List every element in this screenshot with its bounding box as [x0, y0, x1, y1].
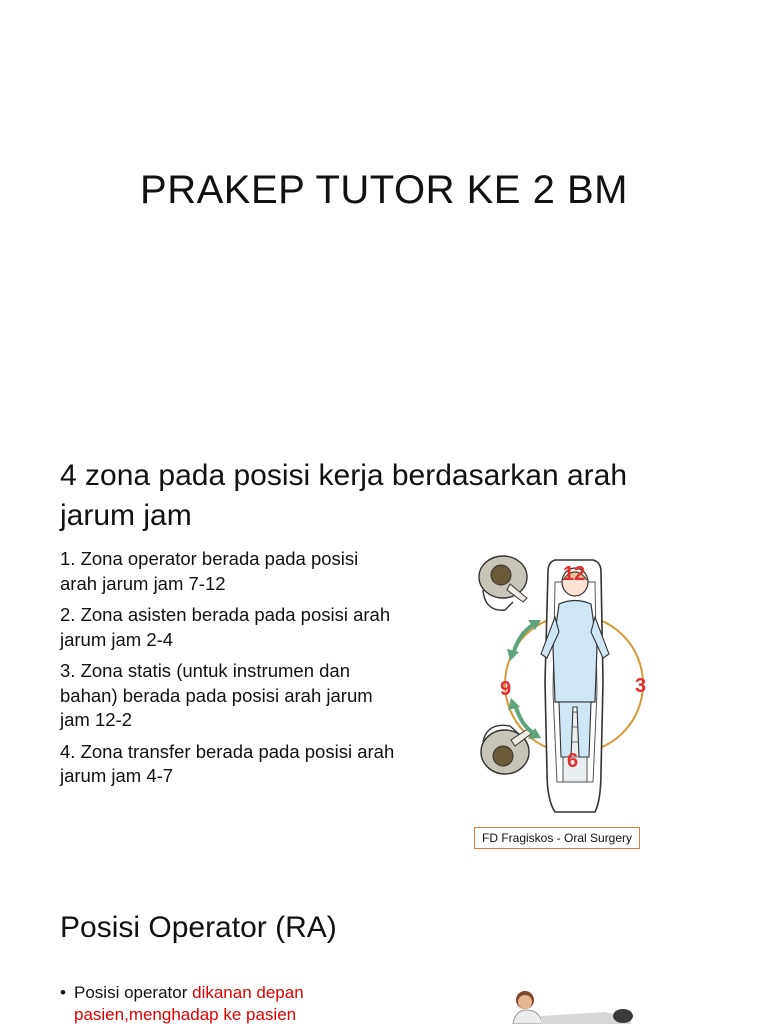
operator-photo-icon: [505, 982, 645, 1024]
zone-item-operator: 1. Zona operator berada pada posisi arah jarum jam 7-12: [60, 548, 359, 594]
clock-position-diagram: [455, 542, 670, 827]
figure-caption: FD Fragiskos - Oral Surgery: [474, 827, 640, 849]
slide-heading: 4 zona pada posisi kerja berdasarkan arah jarum jam: [60, 459, 628, 532]
assistant-icon: [481, 725, 531, 774]
bullet-operator-position: [60, 982, 360, 1026]
clock-label-9: 9: [500, 678, 512, 700]
title-slide: [0, 0, 768, 432]
zone-list: [60, 547, 400, 796]
bullet-text: Posisi operator: [74, 983, 193, 1002]
zones-slide: [0, 432, 768, 864]
bullet-dot-icon: •: [60, 983, 66, 1002]
clock-label-12: 12: [563, 563, 586, 585]
bullet-highlight-2: pasien,menghadap ke pasien: [74, 1005, 297, 1024]
bullet-highlight-1: dikanan depan: [192, 983, 304, 1002]
zone-item-transfer: 4. Zona transfer berada pada posisi arah jarum jam 4-7: [60, 740, 395, 786]
clock-label-3: 3: [635, 675, 647, 697]
zone-item-assistant: 2. Zona asisten berada pada posisi arah jarum jam 2-4: [60, 604, 391, 650]
operator-position-slide: [0, 864, 768, 1024]
slide-heading: Posisi Operator (RA): [60, 911, 337, 944]
zone-item-static: 3. Zona statis (untuk instrumen dan bahan) berada pada posisi arah jarum jam 12-2: [60, 660, 373, 730]
clock-label-6: 6: [567, 750, 579, 772]
operator-icon: [479, 556, 527, 610]
slide-title: PRAKEP TUTOR KE 2 BM: [140, 168, 628, 212]
